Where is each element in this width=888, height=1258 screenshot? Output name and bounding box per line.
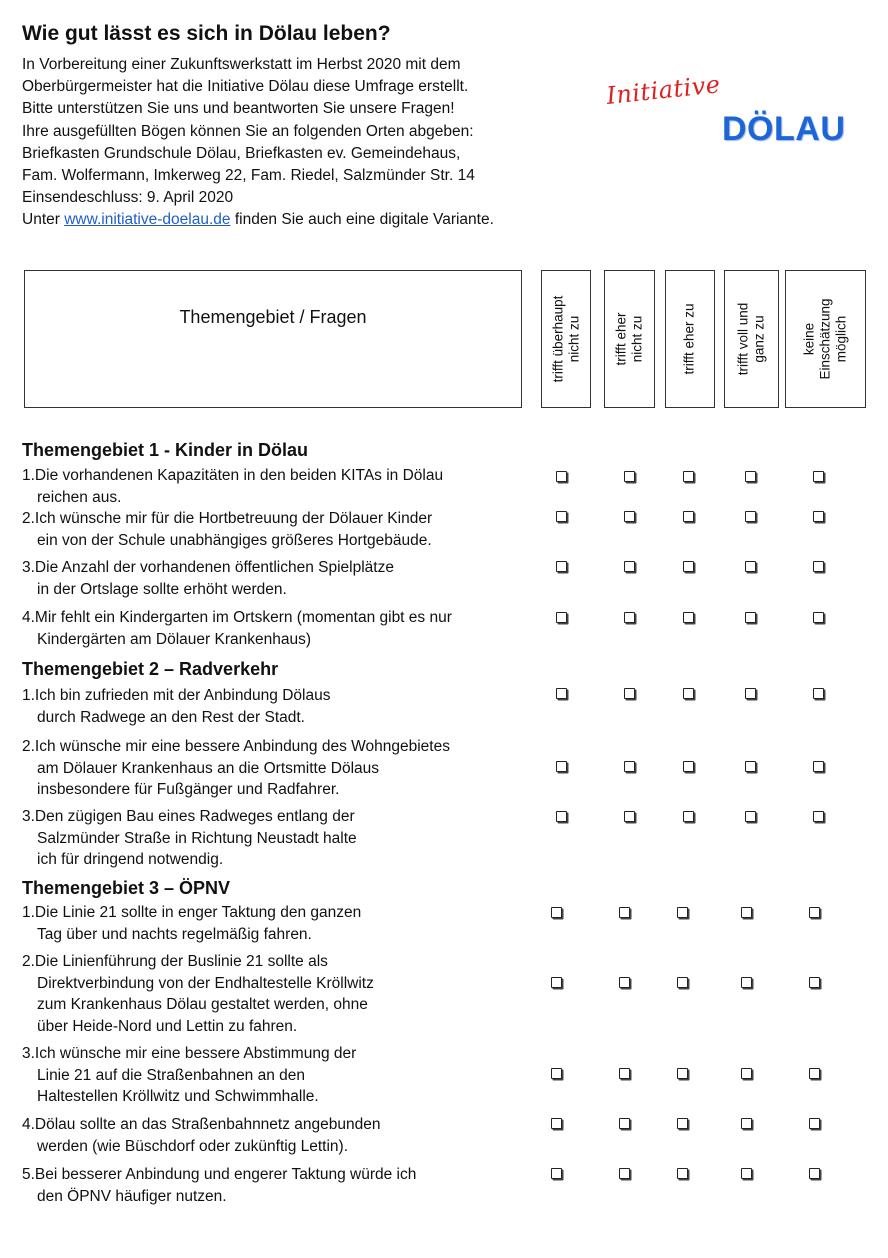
question-line: 2.Die Linienführung der Buslinie 21 sollte als <box>22 953 328 970</box>
checkbox-q3-2-agree[interactable] <box>677 977 688 988</box>
checkbox-q3-1-agree[interactable] <box>677 907 688 918</box>
page-title: Wie gut lässt es sich in Dölau leben? <box>22 22 391 45</box>
checkbox-q2-1-agree[interactable] <box>683 688 694 699</box>
question-line: insbesondere für Fußgänger und Radfahrer. <box>37 781 340 798</box>
question-line: in der Ortslage sollte erhöht werden. <box>37 580 287 598</box>
intro-text <box>22 54 602 232</box>
question-1-3 <box>22 557 532 600</box>
column-header-line: keine <box>801 322 817 356</box>
question-line: reichen aus. <box>37 488 122 506</box>
checkbox-q2-2-disagree[interactable] <box>624 761 635 772</box>
question-line: 4.Mir fehlt ein Kindergarten im Ortskern (momentan gibt es nur <box>22 609 452 626</box>
checkbox-q3-1-no-opinion[interactable] <box>809 907 820 918</box>
checkbox-q3-4-no-opinion[interactable] <box>809 1118 820 1129</box>
checkbox-q1-2-strongly-disagree[interactable] <box>556 511 567 522</box>
checkbox-q3-1-disagree[interactable] <box>619 907 630 918</box>
question-line: 1.Ich bin zufrieden mit der Anbindung Dölaus <box>22 687 331 704</box>
question-1-2 <box>22 508 532 551</box>
question-line: Direktverbindung von der Endhaltestelle Kröllwitz <box>37 974 374 992</box>
checkbox-q1-2-strongly-agree[interactable] <box>745 511 756 522</box>
checkbox-q1-1-strongly-agree[interactable] <box>745 471 756 482</box>
column-header-line: Einschätzung <box>817 298 833 380</box>
checkbox-q3-3-agree[interactable] <box>677 1068 688 1079</box>
question-line: 3.Den zügigen Bau eines Radweges entlang der <box>22 808 355 825</box>
intro-line: Fam. Wolfermann, Imkerweg 22, Fam. Riedel, Salzmünder Str. 14 <box>22 167 475 185</box>
logo-script-text: Initiative <box>605 70 722 110</box>
checkbox-q3-2-strongly-disagree[interactable] <box>551 977 562 988</box>
intro-line-link <box>22 209 602 231</box>
question-line: 2.Ich wünsche mir eine bessere Anbindung des Wohngebietes <box>22 738 450 755</box>
checkbox-q2-1-strongly-disagree[interactable] <box>556 688 567 699</box>
question-3-2 <box>22 951 532 1037</box>
intro-line: Oberbürgermeister hat die Initiative Dölau diese Umfrage erstellt. <box>22 78 469 96</box>
column-header-line: nicht zu <box>629 315 645 363</box>
checkbox-q1-1-no-opinion[interactable] <box>813 471 824 482</box>
checkbox-q3-4-strongly-disagree[interactable] <box>551 1118 562 1129</box>
checkbox-q1-1-strongly-disagree[interactable] <box>556 471 567 482</box>
question-line: den ÖPNV häufiger nutzen. <box>37 1187 227 1205</box>
section-title-kinder: Themengebiet 1 - Kinder in Dölau <box>22 440 309 460</box>
checkbox-q2-1-disagree[interactable] <box>624 688 635 699</box>
logo-brand-text: DÖLAU <box>722 110 846 148</box>
checkbox-q1-4-agree[interactable] <box>683 612 694 623</box>
question-line: ich für dringend notwendig. <box>37 851 224 868</box>
question-line: werden (wie Büschdorf oder zukünftig Lettin). <box>37 1137 349 1155</box>
checkbox-q3-5-no-opinion[interactable] <box>809 1168 820 1179</box>
question-line: 2.Ich wünsche mir für die Hortbetreuung der Dölauer Kinder <box>22 510 433 527</box>
column-header-line: trifft überhaupt <box>550 295 565 383</box>
checkbox-q1-1-agree[interactable] <box>683 471 694 482</box>
intro-line: Briefkasten Grundschule Dölau, Briefkasten ev. Gemeindehaus, <box>22 144 461 162</box>
question-line: 3.Ich wünsche mir eine bessere Abstimmung der <box>22 1045 357 1062</box>
link-suffix: finden Sie auch eine digitale Variante. <box>230 211 494 229</box>
question-line: Haltestellen Kröllwitz und Schwimmhalle. <box>37 1088 319 1105</box>
header-topic-label: Themengebiet / Fragen <box>179 307 367 327</box>
question-3-4 <box>22 1114 532 1157</box>
checkbox-q3-2-strongly-agree[interactable] <box>741 977 752 988</box>
checkbox-q1-4-strongly-disagree[interactable] <box>556 612 567 623</box>
question-line: Salzmünder Straße in Richtung Neustadt halte <box>37 829 357 847</box>
question-1-1 <box>22 465 532 508</box>
checkbox-q3-4-agree[interactable] <box>677 1118 688 1129</box>
checkbox-q2-2-strongly-agree[interactable] <box>745 761 756 772</box>
checkbox-q3-5-agree[interactable] <box>677 1168 688 1179</box>
column-header-line: möglich <box>833 315 849 363</box>
column-header-line: trifft eher <box>613 312 629 366</box>
question-line: am Dölauer Krankenhaus an die Ortsmitte Dölaus <box>37 759 380 777</box>
question-line: über Heide-Nord und Lettin zu fahren. <box>37 1017 298 1035</box>
column-header-no-opinion <box>785 270 866 408</box>
checkbox-q2-3-strongly-agree[interactable] <box>745 811 756 822</box>
question-2-1 <box>22 685 532 728</box>
question-line: 1.Die vorhandenen Kapazitäten in den beiden KITAs in Dölau <box>22 467 444 484</box>
column-header-line: trifft voll und <box>735 302 751 376</box>
question-line: durch Radwege an den Rest der Stadt. <box>37 708 305 726</box>
column-header-line: nicht zu <box>566 315 581 363</box>
checkbox-q1-3-agree[interactable] <box>683 561 694 572</box>
checkbox-q3-4-disagree[interactable] <box>619 1118 630 1129</box>
question-line: 1.Die Linie 21 sollte in enger Taktung den ganzen <box>22 904 362 921</box>
column-header-strongly-disagree <box>541 270 591 408</box>
column-header-strongly-agree <box>724 270 779 408</box>
column-header-line: trifft eher zu <box>682 303 698 375</box>
checkbox-q3-5-disagree[interactable] <box>619 1168 630 1179</box>
checkbox-q1-2-agree[interactable] <box>683 511 694 522</box>
question-line: Tag über und nachts regelmäßig fahren. <box>37 925 312 943</box>
website-link[interactable]: www.initiative-doelau.de <box>64 211 231 229</box>
checkbox-q3-1-strongly-agree[interactable] <box>741 907 752 918</box>
checkbox-q1-3-no-opinion[interactable] <box>813 561 824 572</box>
intro-line: Bitte unterstützen Sie uns und beantworten Sie unsere Fragen! <box>22 100 455 118</box>
checkbox-q1-1-disagree[interactable] <box>624 471 635 482</box>
question-3-3 <box>22 1043 532 1108</box>
checkbox-q1-3-strongly-agree[interactable] <box>745 561 756 572</box>
question-line: zum Krankenhaus Dölau gestaltet werden, ohne <box>37 996 368 1013</box>
checkbox-q3-5-strongly-disagree[interactable] <box>551 1168 562 1179</box>
question-line: 5.Bei besserer Anbindung und engerer Taktung würde ich <box>22 1166 417 1183</box>
checkbox-q3-4-strongly-agree[interactable] <box>741 1118 752 1129</box>
header-topic-box <box>24 270 522 408</box>
question-3-1 <box>22 902 532 945</box>
checkbox-q2-2-no-opinion[interactable] <box>813 761 824 772</box>
question-line: ein von der Schule unabhängiges größeres Hortgebäude. <box>37 531 432 549</box>
question-1-4 <box>22 607 532 650</box>
checkbox-q1-3-strongly-disagree[interactable] <box>556 561 567 572</box>
question-3-5 <box>22 1164 532 1207</box>
checkbox-q1-2-disagree[interactable] <box>624 511 635 522</box>
section-title-oepnv: Themengebiet 3 – ÖPNV <box>22 878 231 898</box>
checkbox-q3-3-strongly-agree[interactable] <box>741 1068 752 1079</box>
question-line: 3.Die Anzahl der vorhandenen öffentlichen Spielplätze <box>22 559 394 576</box>
column-header-line: ganz zu <box>751 315 767 363</box>
link-prefix: Unter <box>22 211 65 229</box>
initiative-logo <box>604 70 874 160</box>
checkbox-q2-3-strongly-disagree[interactable] <box>556 811 567 822</box>
checkbox-q1-4-disagree[interactable] <box>624 612 635 623</box>
checkbox-q3-1-strongly-disagree[interactable] <box>551 907 562 918</box>
checkbox-q2-3-disagree[interactable] <box>624 811 635 822</box>
checkbox-q1-2-no-opinion[interactable] <box>813 511 824 522</box>
checkbox-q2-2-strongly-disagree[interactable] <box>556 761 567 772</box>
intro-line: Ihre ausgefüllten Bögen können Sie an folgenden Orten abgeben: <box>22 122 474 140</box>
checkbox-q1-3-disagree[interactable] <box>624 561 635 572</box>
question-line: Kindergärten am Dölauer Krankenhaus) <box>37 630 311 648</box>
checkbox-q2-3-no-opinion[interactable] <box>813 811 824 822</box>
checkbox-q2-1-strongly-agree[interactable] <box>745 688 756 699</box>
question-2-3 <box>22 806 532 871</box>
question-line: 4.Dölau sollte an das Straßenbahnnetz angebunden <box>22 1116 381 1133</box>
column-header-agree <box>665 270 715 408</box>
checkbox-q1-4-no-opinion[interactable] <box>813 612 824 623</box>
column-header-disagree <box>604 270 655 408</box>
checkbox-q3-3-no-opinion[interactable] <box>809 1068 820 1079</box>
checkbox-q1-4-strongly-agree[interactable] <box>745 612 756 623</box>
question-line: Linie 21 auf die Straßenbahnen an den <box>37 1066 306 1084</box>
intro-line: Einsendeschluss: 9. April 2020 <box>22 189 234 207</box>
checkbox-q3-3-disagree[interactable] <box>619 1068 630 1079</box>
checkbox-q3-3-strongly-disagree[interactable] <box>551 1068 562 1079</box>
checkbox-q3-5-strongly-agree[interactable] <box>741 1168 752 1179</box>
question-2-2 <box>22 736 532 801</box>
checkbox-q2-2-agree[interactable] <box>683 761 694 772</box>
checkbox-q2-1-no-opinion[interactable] <box>813 688 824 699</box>
section-title-radverkehr: Themengebiet 2 – Radverkehr <box>22 659 279 679</box>
intro-line: In Vorbereitung einer Zukunftswerkstatt im Herbst 2020 mit dem <box>22 56 461 73</box>
checkbox-q2-3-agree[interactable] <box>683 811 694 822</box>
checkbox-q3-2-disagree[interactable] <box>619 977 630 988</box>
checkbox-q3-2-no-opinion[interactable] <box>809 977 820 988</box>
